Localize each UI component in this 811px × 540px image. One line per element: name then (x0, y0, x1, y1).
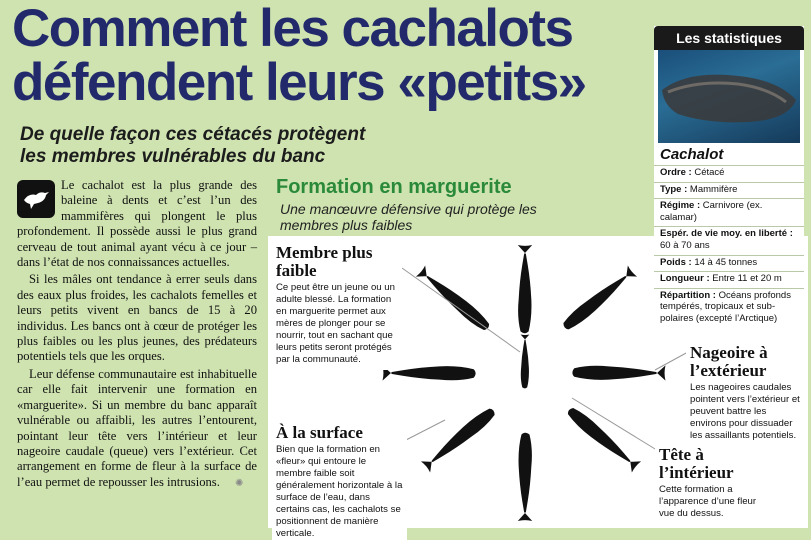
title-line-2: défendent leurs «petits» (12, 53, 586, 112)
stats-regime: Régime : Carnivore (ex. calamar) (654, 198, 804, 226)
title-line-1: Comment les cachalots (12, 0, 573, 58)
callout-head-title: Tête à l’intérieur (659, 445, 734, 482)
callout-surface (272, 420, 407, 540)
stats-poids: Poids : 14 à 45 tonnes (654, 255, 804, 272)
sperm-whale-photo (658, 50, 800, 143)
callout-weak-member (272, 240, 402, 370)
body-paragraph-3-text: Leur défense communautaire est inhabituelle car elle fait intervenir une formation en «marguerite». Si un membre du banc apparaît vulnérable ou affaibli, les autres l’entourent, pointant leur tête vers l’intérieur et leur nageoire caudale (queue) vers l’extérieur. Cet arrangement en forme de fleur à la surface de l’eau permet de repousser les intrusions. (17, 366, 257, 489)
formation-subtitle: Une manœuvre défensive qui protège les membres plus faibles (280, 201, 537, 233)
stats-type: Type : Mammifère (654, 182, 804, 199)
stats-longueur: Longueur : Entre 11 et 20 m (654, 271, 804, 288)
stats-ordre: Ordre : Cétacé (654, 165, 804, 182)
end-mark-icon: ✺ (235, 477, 244, 489)
stats-header: Les statistiques (654, 26, 804, 50)
callout-fin-text: Les nageoires caudales pointent vers l’extérieur et peuvent battre les environs pour dissuader les assaillants potentiels. (690, 382, 800, 441)
stats-esperance: Espér. de vie moy. en liberté : 60 à 70 ans (654, 226, 804, 254)
callout-weak-title: Membre plus faible (276, 243, 373, 280)
formation-title: Formation en marguerite (276, 176, 512, 198)
callout-surface-title: À la surface (276, 423, 363, 442)
callout-fin-title: Nageoire à l’extérieur (690, 343, 768, 380)
subtitle-line-2: les membres vulnérables du banc (20, 146, 326, 167)
body-paragraph-2: Si les mâles ont tendance à errer seuls dans des eaux plus froides, les cachalots femelles et leurs petits vivent en bancs de 15 à 20 individus. Les bancs ont à cœur de protéger les plus faibles ou les plus jeunes, des prédateurs potentiels tels que les orques. (17, 272, 257, 364)
callout-fin-outside (686, 340, 804, 446)
callout-weak-text: Ce peut être un jeune ou un adulte blessé. La formation en marguerite permet aux mères de plonger pour se nourrir, tout en sachant que leurs petits seront protégés par la communauté. (276, 282, 395, 365)
stats-panel (654, 26, 804, 336)
stats-species-name: Cachalot (660, 146, 724, 163)
callout-surface-text: Bien que la formation en «fleur» qui entoure le membre faible soit généralement horizontale à la surface de l’eau, dans certains cas, les cachalots se positionnent de manière verticale. (276, 444, 403, 539)
subtitle-line-1: De quelle façon ces cétacés protègent (20, 124, 366, 145)
callout-head-inside (655, 442, 765, 524)
body-paragraph-1: Le cachalot est la plus grande des baleine à dents et c’est l’un des mammifères qui plongent le plus profondement. Il possède aussi le plus grand cerveau de tout animal ayant vécu à ce jour – dans l’état de nos connaissances actuelles. (17, 178, 257, 270)
callout-head-text: Cette formation a l’apparence d’une fleur vue du dessus. (659, 484, 757, 519)
stats-repartition: Répartition : Océans profonds tempérés, tropicaux et sub-polaires (excepté l’Arctique) (654, 288, 804, 328)
